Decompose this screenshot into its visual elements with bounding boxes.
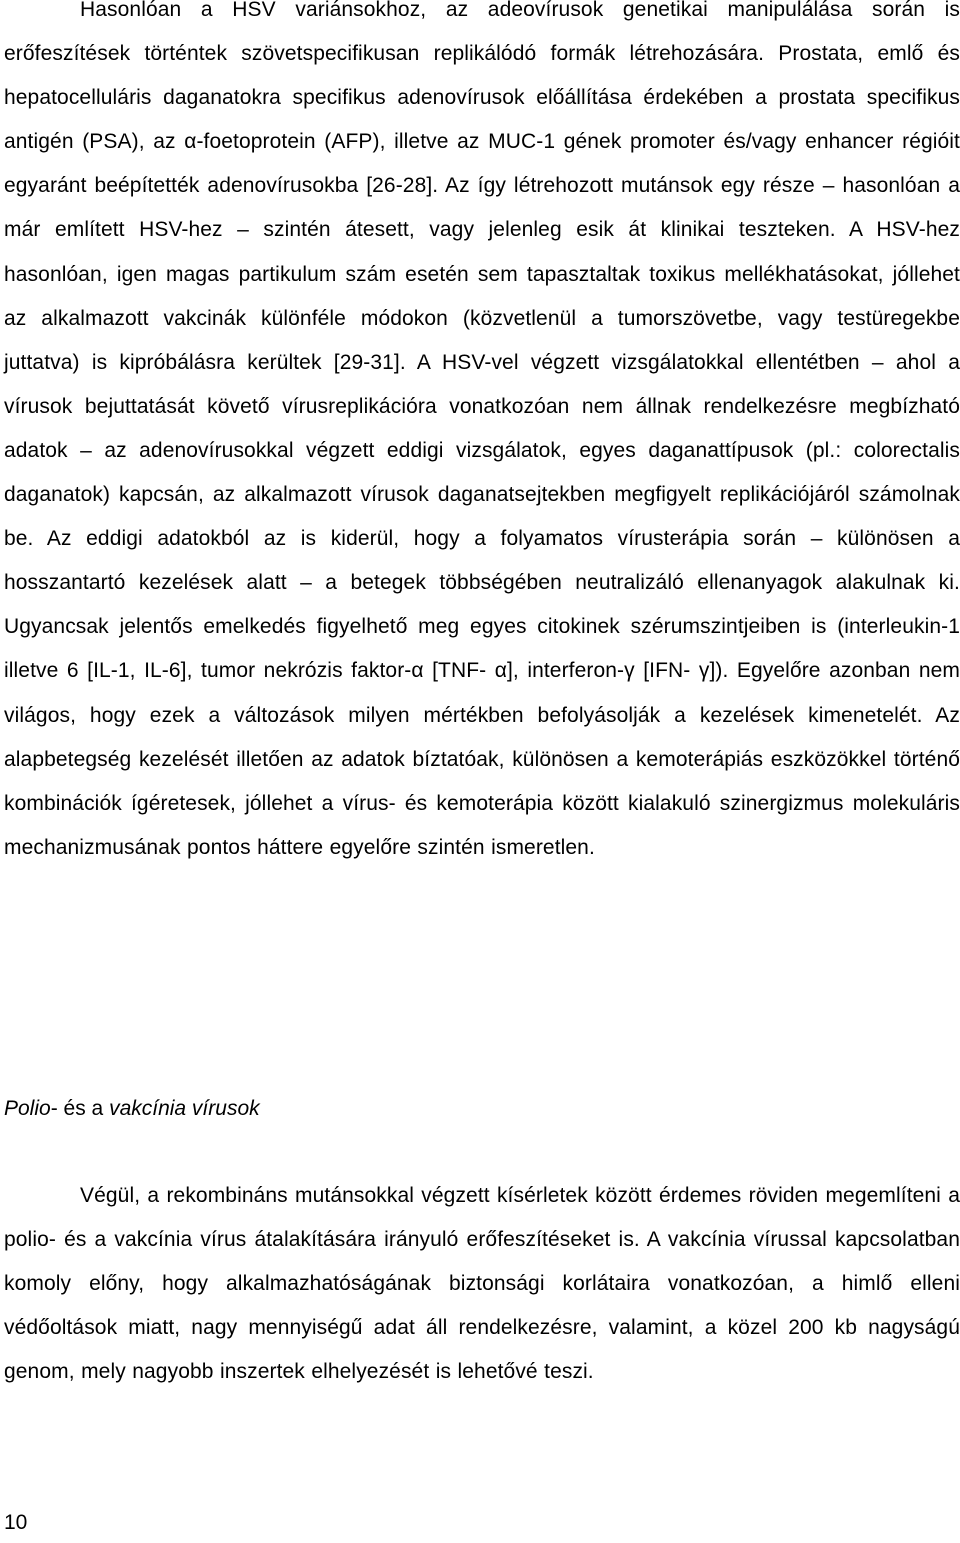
section-heading-connector: - és a (50, 1097, 110, 1120)
body-paragraph: Végül, a rekombináns mutánsokkal végzett kísérletek között érdemes röviden megemlíteni a polio- és a vakcínia vírus átalakítására irányuló erőfeszítéseket is. A vakcínia vírussal kapcsolatban komoly előny, hogy alkalmazhatóságának biztonsági korlátaira vonatkozóan, a himlő elleni védőoltások miatt, nagy mennyiségű adat áll rendelkezésre, valamint, a közel 200 kb nagyságú genom, mely nagyobb inszertek elhelyezését is lehetővé teszi. (4, 1184, 960, 1384)
section-heading (4, 1087, 260, 1131)
body-paragraph: Hasonlóan a HSV variánsokhoz, az adeovírusok genetikai manipulálása során is erőfeszítések történtek szövetspecifikusan replikálódó formák létrehozására. Prostata, emlő és hepatocelluláris daganatokra specifikus adenovírusok előállítása érdekében a prostata specifikus antigén (PSA), az α-foetoprotein (AFP), illetve az MUC-1 gének promoter és/vagy enhancer régióit egyaránt beépítették adenovírusokba [26-28]. Az így létrehozott mutánsok egy része – hasonlóan a már említett HSV-hez – szintén átesett, vagy jelenleg esik át klinikai teszteken. A HSV-hez hasonlóan, igen magas partikulum szám esetén sem tapasztaltak toxikus mellékhatásokat, jóllehet az alkalmazott vakcinák különféle módokon (közvetlenül a tumorszövetbe, vagy testüregekbe juttatva) is kipróbálásra kerültek [29-31]. A HSV-vel végzett vizsgálatokkal ellentétben – ahol a vírusok bejuttatását követő vírusreplikációra vonatkozóan nem állnak rendelkezésre megbízható adatok – az adenovírusokkal végzett eddigi vizsgálatok, egyes daganattípusok (pl.: colorectalis daganatok) kapcsán, az alkalmazott vírusok daganatsejtekben megfigyelt replikációjáról számolnak be. Az eddigi adatokból az is kiderül, hogy a folyamatos vírusterápia során – különösen a hosszantartó kezelések alatt – a betegek többségében neutralizáló ellenanyagok alakulnak ki. Ugyancsak jelentős emelkedés figyelhető meg egyes citokinek szérumszintjeiben is (interleukin-1 illetve 6 [IL-1, IL-6], tumor nekrózis faktor-α [TNF- α], interferon-γ [IFN- γ]). Egyelőre azonban nem világos, hogy ezek a változások milyen mértékben befolyásolják a kezelések kimenetelét. Az alapbetegség kezelését illetően az adatok bíztatóak, különösen a kemoterápiás eszközökkel történő kombinációk ígéretesek, jóllehet a vírus- és kemoterápia között kialakuló szinergizmus molekuláris mechanizmusának pontos háttere egyelőre szintén ismeretlen. (4, 0, 960, 859)
section-heading-vakcinia: vakcínia vírusok (109, 1097, 260, 1120)
section-heading-polio: Polio (4, 1097, 51, 1120)
page-number: 10 (4, 1511, 28, 1534)
